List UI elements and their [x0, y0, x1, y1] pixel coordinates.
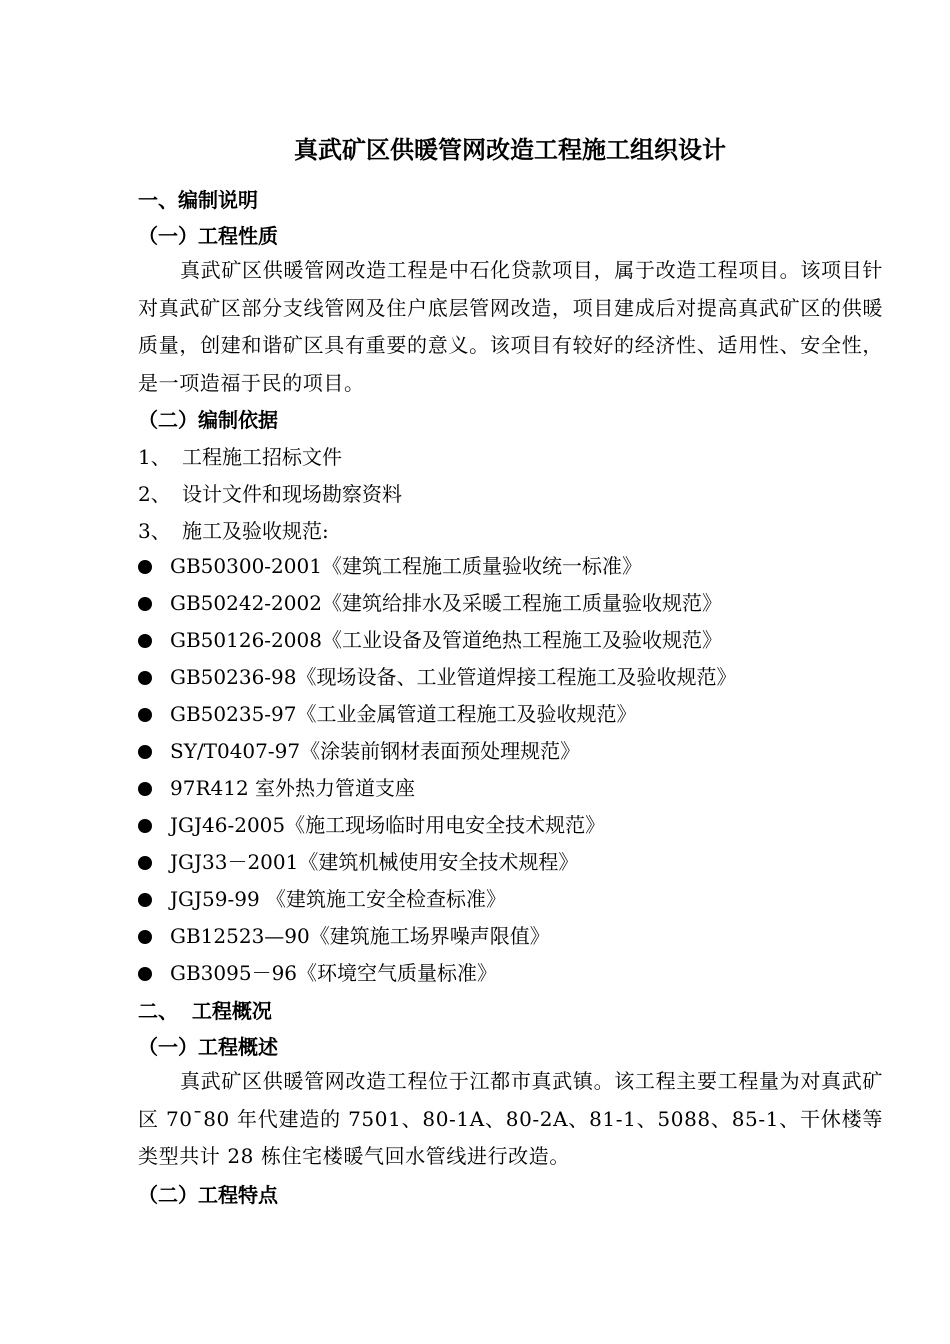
bullet-icon [138, 967, 152, 981]
numbered-item-text: 工程施工招标文件 [182, 445, 342, 469]
standard-list-item [138, 848, 578, 876]
standard-text: GB50236-98《现场设备、工业管道焊接工程施工及验收规范》 [170, 665, 737, 689]
standard-text: 97R412 室外热力管道支座 [170, 776, 416, 800]
standard-text: GB50235-97《工业金属管道工程施工及验收规范》 [170, 702, 637, 726]
bullet-icon [138, 893, 152, 907]
section-2-1-heading: （一）工程概述 [138, 1035, 278, 1059]
numbered-item-text: 设计文件和现场勘察资料 [182, 482, 402, 506]
standard-list-item [138, 959, 497, 987]
numbered-item-2 [138, 480, 402, 508]
bullet-icon [138, 782, 152, 796]
standard-list-item [138, 774, 415, 802]
standard-text: JGJ33－2001《建筑机械使用安全技术规程》 [170, 850, 579, 874]
standard-text: SY/T0407-97《涂装前钢材表面预处理规范》 [170, 739, 581, 763]
section-1-1-heading: （一）工程性质 [138, 224, 278, 248]
bullet-icon [138, 671, 152, 685]
bullet-icon [138, 745, 152, 759]
bullet-icon [138, 819, 152, 833]
bullet-icon [138, 930, 152, 944]
standard-text: GB50242-2002《建筑给排水及采暖工程施工质量验收规范》 [170, 591, 722, 615]
standard-list-item [138, 700, 637, 728]
standard-text: JGJ59-99 《建筑施工安全检查标准》 [170, 887, 507, 911]
bullet-icon [138, 560, 152, 574]
standard-list-item [138, 737, 580, 765]
standard-list-item [138, 885, 506, 913]
numbered-item-3 [138, 517, 329, 545]
numbered-item-number: 1、 [138, 445, 171, 469]
standard-text: GB12523—90《建筑施工场界噪声限值》 [170, 924, 550, 948]
document-title: 真武矿区供暖管网改造工程施工组织设计 [294, 135, 726, 164]
standard-text: GB3095－96《环境空气质量标准》 [170, 961, 498, 985]
standard-text: GB50126-2008《工业设备及管道绝热工程施工及验收规范》 [170, 628, 722, 652]
standard-list-item [138, 552, 642, 580]
numbered-item-number: 3、 [138, 519, 171, 543]
numbered-item-text: 施工及验收规范: [182, 519, 329, 543]
bullet-icon [138, 597, 152, 611]
section-2-heading: 二、 工程概况 [138, 999, 272, 1023]
section-2-1-paragraph: 真武矿区供暖管网改造工程位于江都市真武镇。该工程主要工程量为对真武矿区 70¯80 年代建造的 7501、80-1A、80-2A、81-1、5088、85-1、干休楼等类型共计 28 栋住宅楼暖气回水管线进行改造。 [138, 1069, 883, 1168]
bullet-icon [138, 634, 152, 648]
section-1-1-paragraph: 真武矿区供暖管网改造工程是中石化贷款项目，属于改造工程项目。该项目针对真武矿区部分支线管网及住户底层管网改造，项目建成后对提高真武矿区的供暖质量，创建和谐矿区具有重要的意义。该项目有较好的经济性、适用性、安全性，是一项造福于民的项目。 [138, 258, 883, 395]
section-2-2-heading: （二）工程特点 [138, 1183, 278, 1207]
standard-text: GB50300-2001《建筑工程施工质量验收统一标准》 [170, 554, 642, 578]
section-1-2-heading: （二）编制依据 [138, 408, 278, 432]
standard-list-item [138, 811, 605, 839]
standard-text: JGJ46-2005《施工现场临时用电安全技术规范》 [170, 813, 606, 837]
bullet-icon [138, 708, 152, 722]
numbered-item-number: 2、 [138, 482, 171, 506]
standard-list-item [138, 589, 722, 617]
standard-list-item [138, 626, 722, 654]
numbered-item-1 [138, 443, 342, 471]
standard-list-item [138, 663, 737, 691]
standard-list-item [138, 922, 550, 950]
bullet-icon [138, 856, 152, 870]
section-1-heading: 一、编制说明 [138, 188, 258, 212]
